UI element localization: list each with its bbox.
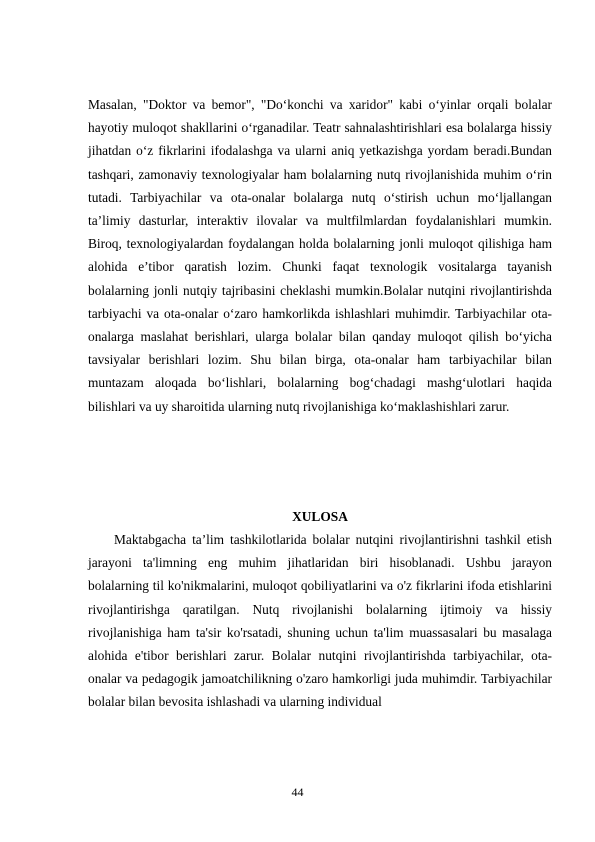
section-heading-xulosa: XULOSA [292, 509, 348, 524]
body-paragraph-1: Masalan, "Doktor va bemor", "Do‘konchi va xaridor" kabi o‘yinlar orqali bolalar hayotiy muloqot shakllarini o‘rganadilar. Teatr sahnalashtirishlari esa bolalarga hissiy jihatdan o‘z fikrlarini ifodalashga va ularni aniq yetkazishga yordam beradi.Bundan tashqari, zamonaviy texnologiyalar ham bolalarning nutq rivojlanishida muhim o‘rin tutadi. Tarbiyachilar va ota-onalar bolalarga nutq o‘stirish uchun mo‘ljallangan ta’limiy dasturlar, interaktiv ilovalar va multfilmlardan foydalanishlari mumkin. Biroq, texnologiyalardan foydalangan holda bolalarning jonli muloqot qilishiga ham alohida e’tibor qaratish lozim. Chunki faqat texnologik vositalarga tayanish bolalarning jonli nutqiy tajribasini cheklashi mumkin.Bolalar nutqini rivojlantirishda tarbiyachi va ota-onalar o‘zaro hamkorlikda ishlashlari muhimdir. Tarbiyachilar ota-onalarga maslahat berishlari, ularga bolalar bilan qanday muloqot qilish bo‘yicha tavsiyalar berishlari lozim. Shu bilan birga, ota-onalar ham tarbiyachilar bilan muntazam aloqada bo‘lishlari, bolalarning bog‘chadagi mashg‘ulotlari haqida bilishlari va uy sharoitida ularning nutq rivojlanishiga ko‘maklashishlari zarur. [88, 97, 552, 414]
body-paragraph-2: Maktabgacha ta’lim tashkilotlarida bolalar nutqini rivojlantirishni tashkil etish jarayoni ta'limning eng muhim jihatlaridan biri hisoblanadi. Ushbu jarayon bolalarning til ko'nikmalarini, muloqot qobiliyatlarini va o'z fikrlarini ifoda etishlarini rivojlantirishga qaratilgan. Nutq rivojlanishi bolalarning ijtimoiy va hissiy rivojlanishiga ham ta'sir ko'rsatadi, shuning uchun ta'lim muassasalari bu masalaga alohida e'tibor berishlari zarur. Bolalar nutqini rivojlantirishda tarbiyachilar, ota-onalar va pedagogik jamoatchilikning o'zaro hamkorligi juda muhimdir. Tarbiyachilar bolalar bilan bevosita ishlashadi va ularning individual [88, 532, 552, 710]
page-number: 44 [291, 785, 304, 799]
